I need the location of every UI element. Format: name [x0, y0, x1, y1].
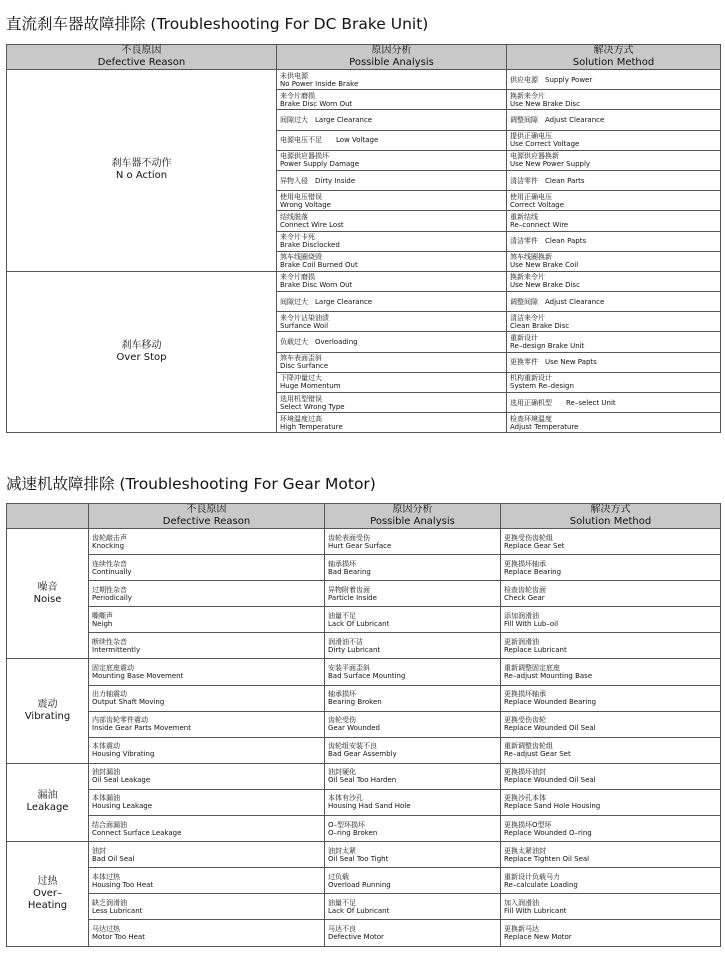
solution-cell: 换新来令片 Use New Brake Disc	[507, 90, 721, 110]
group-label-en: Vibrating	[24, 711, 71, 723]
analysis-cell: 轴承损坏 Bearing Broken	[325, 685, 501, 711]
table-row	[7, 70, 721, 90]
header-solution-method: 解决方式 Solution Method	[507, 45, 721, 70]
solution-cell: 加入润滑油 Fill With Lubricant	[501, 894, 721, 920]
group-label	[7, 763, 89, 841]
solution-cell: 更换零件 Use New Papts	[507, 352, 721, 372]
reason-cell: 本体过热 Housing Too Heat	[89, 868, 325, 894]
solution-cell: 更新润滑油 Replace Lubricant	[501, 633, 721, 659]
solution-cell: 更换损坏轴承 Replace Wounded Bearing	[501, 685, 721, 711]
reason-cell: 油封 Bad Oil Seal	[89, 842, 325, 868]
analysis-cell: 负载过大 Overloading	[277, 332, 507, 352]
solution-cell: 添加润滑油 Fill With Lub–oil	[501, 607, 721, 633]
analysis-cell: 煞车线圈烧毁 Brake Coil Burned Out	[277, 251, 507, 271]
reason-cell: 本体漏油 Housing Leakage	[89, 789, 325, 815]
group-label-cn: 噪音	[37, 581, 58, 593]
solution-cell: 重新设计负载马力 Re–calculate Loading	[501, 868, 721, 894]
table-row	[7, 894, 721, 920]
analysis-cell: 使用电压错误 Wrong Voltage	[277, 191, 507, 211]
analysis-cell: 电源供应器损坏 Power Supply Damage	[277, 150, 507, 170]
header-possible-analysis: 原因分析 Possible Analysis	[325, 504, 501, 529]
solution-cell: 使用正确电压 Correct Voltage	[507, 191, 721, 211]
analysis-cell: 间隙过大 Large Clearance	[277, 292, 507, 312]
reason-cell: 内部齿轮零件震动 Inside Gear Parts Movement	[89, 711, 325, 737]
solution-cell: 更换新马达 Replace New Motor	[501, 920, 721, 946]
table-row	[7, 711, 721, 737]
header-defective-reason: 不良原因 Defective Reason	[89, 504, 325, 529]
header-solution-method: 解决方式 Solution Method	[501, 504, 721, 529]
analysis-cell: 本体有沙孔 Housing Had Sand Hole	[325, 789, 501, 815]
gear-motor-title: 减速机故障排除 (Troubleshooting For Gear Motor)	[6, 475, 376, 493]
solution-cell: 检查齿轮齿面 Check Gear	[501, 581, 721, 607]
group-label-en: Over– Heating	[27, 887, 68, 911]
table-row	[7, 581, 721, 607]
reason-cell: 本体震动 Housing Vibrating	[89, 737, 325, 763]
reason-cell: 齿轮敲击声 Knocking	[89, 529, 325, 555]
analysis-cell: 煞车表面歪斜 Disc Surfance	[277, 352, 507, 372]
solution-cell: 选用正确机型 Re–select Unit	[507, 393, 721, 413]
table-row	[7, 607, 721, 633]
header-blank	[7, 504, 89, 529]
group-label-en: Over Stop	[116, 352, 167, 364]
analysis-cell: 齿轮组安装不良 Bad Gear Assembly	[325, 737, 501, 763]
solution-cell: 供应电源 Supply Power	[507, 70, 721, 90]
dc-brake-title: 直流刹车器故障排除 (Troubleshooting For DC Brake Unit)	[6, 15, 429, 33]
analysis-cell: 电源电压不足 Low Voltage	[277, 130, 507, 150]
solution-cell: 更换损坏油封 Replace Wounded Oil Seal	[501, 763, 721, 789]
reason-cell: 固定底座震动 Mounting Base Movement	[89, 659, 325, 685]
analysis-cell: 来令片卡死 Brake Disclocked	[277, 231, 507, 251]
solution-cell: 调整间隙 Adjust Clearance	[507, 110, 721, 130]
analysis-cell: 油量不足 Lack Of Lubricant	[325, 607, 501, 633]
group-label-cn: 过热	[37, 875, 58, 887]
gear-motor-table	[6, 503, 721, 947]
header-possible-analysis: 原因分析 Possible Analysis	[277, 45, 507, 70]
solution-cell: 检查环境温度 Adjust Temperature	[507, 413, 721, 433]
analysis-cell: 过负载 Overload Running	[325, 868, 501, 894]
analysis-cell: 油封太紧 Oil Seal Too Tight	[325, 842, 501, 868]
solution-cell: 更换损坏轴承 Replace Bearing	[501, 555, 721, 581]
analysis-cell: 油封硬化 Oil Seal Too Harden	[325, 763, 501, 789]
reason-cell: 油封漏油 Oil Seal Leakage	[89, 763, 325, 789]
analysis-cell: 下降冲量过大 Huge Momentum	[277, 372, 507, 392]
group-label-en: N o Action	[115, 170, 168, 182]
analysis-cell: 油量不足 Lack Of Lubricant	[325, 894, 501, 920]
analysis-cell: 选用机型错误 Select Wrong Type	[277, 393, 507, 413]
analysis-cell: O–型环损坏 O–ring Broken	[325, 816, 501, 842]
group-label-en: Noise	[33, 593, 62, 605]
table-row	[7, 685, 721, 711]
group-label	[7, 529, 89, 659]
table-row	[7, 868, 721, 894]
solution-cell: 换新来令片 Use New Brake Disc	[507, 271, 721, 291]
table-row	[7, 737, 721, 763]
solution-cell: 重新结线 Re–connect Wire	[507, 211, 721, 231]
analysis-cell: 异物附着齿面 Particle Inside	[325, 581, 501, 607]
solution-cell: 重新设计 Re–design Brake Unit	[507, 332, 721, 352]
group-label-cn: 刹车移动	[121, 340, 162, 352]
analysis-cell: 齿轮表面受伤 Hurt Gear Surface	[325, 529, 501, 555]
group-label-en: Leakage	[26, 802, 69, 814]
table-row	[7, 555, 721, 581]
group-label	[7, 70, 277, 272]
analysis-cell: 环境温度过高 High Temperature	[277, 413, 507, 433]
reason-cell: 出力轴震动 Output Shaft Moving	[89, 685, 325, 711]
group-label	[7, 271, 277, 433]
analysis-cell: 轴承损坏 Bad Bearing	[325, 555, 501, 581]
reason-cell: 嘶嘶声 Neigh	[89, 607, 325, 633]
solution-cell: 更换受伤齿轮组 Replace Gear Set	[501, 529, 721, 555]
group-label	[7, 659, 89, 763]
table-row	[7, 633, 721, 659]
solution-cell: 清洁零件 Clean Parts	[507, 170, 721, 190]
analysis-cell: 齿轮受伤 Gear Wounded	[325, 711, 501, 737]
table-row	[7, 816, 721, 842]
solution-cell: 重新调整固定底座 Re–adjust Mounting Base	[501, 659, 721, 685]
table-row	[7, 271, 721, 291]
reason-cell: 马达过热 Motor Too Heat	[89, 920, 325, 946]
solution-cell: 更换沙孔本体 Replace Sand Hole Housing	[501, 789, 721, 815]
dc-brake-table	[6, 44, 721, 433]
analysis-cell: 结线脱落 Connect Wire Lost	[277, 211, 507, 231]
solution-cell: 煞车线圈换新 Use New Brake Coil	[507, 251, 721, 271]
solution-cell: 提供正确电压 Use Correct Voltage	[507, 130, 721, 150]
analysis-cell: 马达不良 Defective Motor	[325, 920, 501, 946]
reason-cell: 结合面漏油 Connect Surface Leakage	[89, 816, 325, 842]
table-row	[7, 763, 721, 789]
solution-cell: 更换受伤齿轮 Replace Wounded Oil Seal	[501, 711, 721, 737]
analysis-cell: 来令片磨损 Brake Disc Worn Out	[277, 90, 507, 110]
solution-cell: 更换损坏O型环 Replace Wounded O–ring	[501, 816, 721, 842]
solution-cell: 调整间隙 Adjust Clearance	[507, 292, 721, 312]
solution-cell: 电源供应器换新 Use New Power Supply	[507, 150, 721, 170]
analysis-cell: 未供电源 No Power Inside Brake	[277, 70, 507, 90]
group-label-cn: 刹车器不动作	[111, 158, 172, 170]
table-row	[7, 920, 721, 946]
header-defective-reason: 不良原因 Defective Reason	[7, 45, 277, 70]
table-row	[7, 789, 721, 815]
reason-cell: 连续性杂音 Continually	[89, 555, 325, 581]
analysis-cell: 安装平面歪斜 Bad Surface Mounting	[325, 659, 501, 685]
reason-cell: 过期性杂音 Periodically	[89, 581, 325, 607]
analysis-cell: 异物入侵 Dirty Inside	[277, 170, 507, 190]
reason-cell: 缺乏润滑油 Less Lubricant	[89, 894, 325, 920]
analysis-cell: 间隙过大 Large Clearance	[277, 110, 507, 130]
analysis-cell: 来令片磨损 Brake Disc Worn Out	[277, 271, 507, 291]
group-label-cn: 震动	[37, 699, 58, 711]
solution-cell: 清洁来令片 Clean Brake Disc	[507, 312, 721, 332]
group-label-cn: 漏油	[37, 790, 58, 802]
table-row	[7, 529, 721, 555]
group-label	[7, 842, 89, 946]
analysis-cell: 润滑油不洁 Dirty Lubricant	[325, 633, 501, 659]
table-row	[7, 842, 721, 868]
table-row	[7, 659, 721, 685]
analysis-cell: 来令片沾染油渍 Surfance Woil	[277, 312, 507, 332]
solution-cell: 机构重新设计 System Re–design	[507, 372, 721, 392]
reason-cell: 断续性杂音 Intermittently	[89, 633, 325, 659]
solution-cell: 重新调整齿轮组 Re–adjust Gear Set	[501, 737, 721, 763]
solution-cell: 更换太紧油封 Replace Tighten Oil Seal	[501, 842, 721, 868]
solution-cell: 清洁零件 Clean Papts	[507, 231, 721, 251]
